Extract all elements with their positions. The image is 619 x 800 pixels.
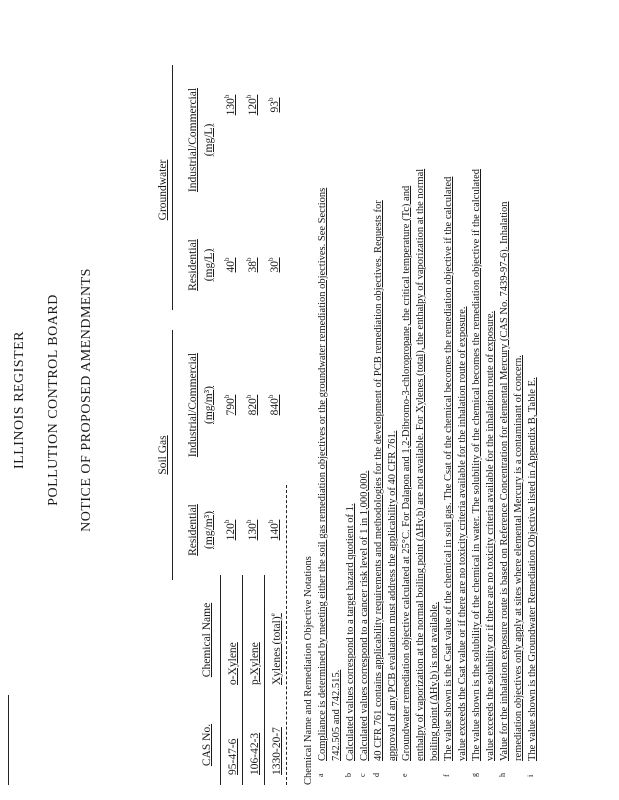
- header-rule: [8, 695, 9, 785]
- note-f-line1: The value shown is the Csat value of the chemical in soil gas. The Csat of the chemical becomes the remediation objective if the calculated: [443, 176, 454, 761]
- column-header-cas: CAS No.: [201, 723, 213, 767]
- row3-gw-industrial: 93$^b$: [267, 97, 281, 113]
- notes-heading: Chemical Name and Remediation Objective Notations: [303, 556, 314, 785]
- note-d-line2: approval of any PCB evaluation must address the applicability of 40 CFR 761.: [387, 430, 398, 761]
- groundwater-group-header: Groundwater: [157, 159, 169, 221]
- row3-gw-residential: 30$^b$: [267, 257, 281, 273]
- note-a-mark: a: [316, 773, 325, 777]
- row1-gw-industrial: 130$^b$: [223, 94, 237, 116]
- row1-sg-industrial: 790$^b$: [223, 394, 237, 416]
- row2-sg-industrial: 820$^b$: [245, 394, 259, 416]
- row2-gw-industrial: 120$^b$: [245, 94, 259, 116]
- table-rule-top: [220, 575, 221, 785]
- row2-sg-residential: 130$^b$: [245, 519, 259, 541]
- note-h-mark: h: [498, 773, 507, 777]
- row3-sg-industrial: 840$^b$: [267, 394, 281, 416]
- row1-gw-residential: 40$^b$: [223, 257, 237, 273]
- table-rule-row2: [264, 575, 265, 785]
- column-header-sg-residential: Residential: [187, 504, 199, 556]
- note-d-line1: 40 CFR 761 contains applicability requirements and methodologies for the development of PCB remediation objectives. Requests for: [373, 200, 384, 761]
- groundwater-group-rule: [172, 65, 173, 310]
- soil-gas-group-header: Soil Gas: [157, 435, 169, 475]
- register-title: ILLINOIS REGISTER: [12, 331, 27, 469]
- column-header-gw-residential: Residential: [187, 239, 199, 291]
- note-e-line3: boiling point (ΔHv,b) is not available.: [429, 601, 440, 761]
- column-header-sg-industrial: Industrial/Commercial: [187, 352, 199, 458]
- note-e-line1: Groundwater remediation objective calculated at 25°C. For Dalapon and 1,2-Dibromo-3-chloropropane, the critical temperature (Tc) and: [401, 185, 412, 761]
- board-title: POLLUTION CONTROL BOARD: [46, 294, 61, 506]
- note-e-line2: enthalpy of vaporization at the normal boiling point (ΔHv,b) are not available. For Xylenes (total), the enthalpy of vaporization at the normal: [415, 168, 426, 761]
- table-rule-row3: [286, 485, 287, 785]
- row3-sg-residential: 140$^b$: [267, 519, 281, 541]
- row3-cas: 1330-20-7: [271, 727, 283, 775]
- note-g-line1: The value shown is the solubility of the chemical in water. The solubility of the chemical becomes the remediation objective if the calculated: [471, 169, 482, 761]
- notice-title: NOTICE OF PROPOSED AMENDMENTS: [79, 268, 94, 532]
- note-i-line1: The value shown is the Groundwater Remediation Objective listed in Appendix B, Table E.: [527, 377, 538, 761]
- note-d-mark: d: [372, 773, 381, 777]
- note-a-line1: Compliance is determined by meeting either the soil gas remediation objectives or the groundwater remediation objectives. See Sections: [317, 187, 328, 761]
- row2-chemical: p-Xylene: [249, 642, 261, 685]
- row2-cas: 106-42-3: [249, 732, 261, 775]
- note-c-line1: Calculated values correspond to a cancer risk level of 1 in 1,000,000.: [359, 470, 370, 761]
- column-header-chemical: Chemical Name: [201, 602, 213, 678]
- rotated-document-page: [12, 15, 572, 785]
- note-a-line2: 742.505 and 742.515.: [331, 669, 342, 761]
- row2-gw-residential: 38$^b$: [245, 257, 259, 273]
- row1-sg-residential: 120$^b$: [223, 519, 237, 541]
- note-e-mark: e: [400, 773, 409, 777]
- note-h-line2: remediation objectives only apply at sites where elemental Mercury is a contaminant of concern.: [513, 355, 524, 761]
- note-i-mark: i: [526, 774, 535, 777]
- column-header-sg-industrial-unit: (mg/m³): [203, 386, 215, 424]
- table-rule-row1: [242, 575, 243, 785]
- column-header-gw-residential-unit: (mg/L): [203, 248, 215, 282]
- note-f-line2: value exceeds the Csat value or if there are no toxicity criteria available for the inhalation route of exposure.: [457, 306, 468, 761]
- note-b-mark: b: [344, 773, 353, 777]
- row1-chemical: o-Xylene: [227, 642, 239, 685]
- column-header-gw-industrial: Industrial/Commercial: [187, 87, 199, 193]
- column-header-sg-residential-unit: (mg/m³): [203, 511, 215, 549]
- note-g-mark: g: [470, 773, 479, 777]
- note-g-line2: value exceeds the solubility or if there are no toxicity criteria available for the inhalation route of exposure.: [485, 310, 496, 761]
- note-f-mark: f: [442, 774, 451, 777]
- soil-gas-group-rule: [172, 330, 173, 580]
- row3-chemical: Xylenes (total)$^e$: [269, 613, 283, 685]
- note-c-mark: c: [358, 773, 367, 777]
- note-h-line1: Value for the inhalation exposure route is based on Reference Concentration for elemental Mercury (CAS No. 7439-97-6). Inhalation: [499, 201, 510, 761]
- row1-cas: 95-47-6: [227, 738, 239, 775]
- column-header-gw-industrial-unit: (mg/L): [203, 123, 215, 157]
- note-b-line1: Calculated values correspond to a target hazard quotient of 1.: [345, 503, 356, 761]
